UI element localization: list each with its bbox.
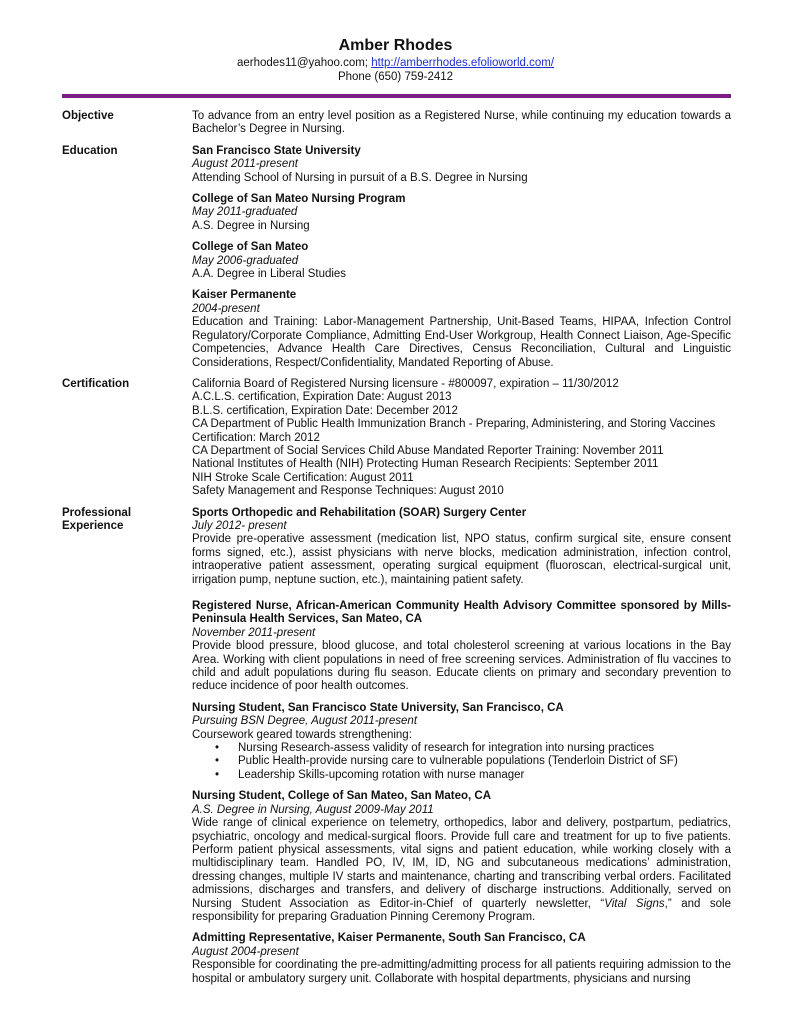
bullet-icon: • [215,768,220,781]
education-date: August 2011-present [192,158,298,171]
list-item [215,768,731,782]
job-entry [192,507,731,587]
job-title: Sports Orthopedic and Rehabilitation (SOAR) Surgery Center [192,506,527,519]
phone-text: Phone (650) 759-2412 [337,71,454,83]
education-entry [192,145,731,185]
bullet-icon: • [215,755,220,768]
school-name: Kaiser Permanente [192,289,297,302]
bullet-icon: • [215,742,220,755]
section-label-education: Education [62,144,118,157]
job-desc-part: ,” and sole responsibility for preparing Graduation Pinning Ceremony Program. [192,897,731,923]
education-desc: A.A. Degree in Liberal Studies [192,268,347,281]
job-desc: Responsible for coordinating the pre-admitting/admitting process for all patients requiring admission to the hospital or ambulatory surgery unit. Collaborate with hospital departments, physicians and nursing [192,959,731,985]
resume-body [62,110,731,994]
job-desc: Coursework geared towards strengthening: [192,728,412,741]
job-date: August 2004-present [192,945,299,958]
resume-header [0,36,791,84]
section-label-experience [62,507,192,986]
list-item-text: Nursing Research-assess validity of research for integration into nursing practices [238,742,655,755]
objective-section [62,110,731,137]
job-desc: Provide pre-operative assessment (medication list, NPO status, confirm surgical site, ensure consent forms signed, etc.), assist physicians with nerve blocks, medication administration, infection control, intraoperative patient assessment, operating surgical equipment (fluoroscan, electrical-surgical unit, irrigation pump, neptune suction, etc.), maintaining patient safety. [192,533,731,586]
portfolio-link[interactable]: http://amberrhodes.efolioworld.com/ [371,57,555,69]
job-title: Registered Nurse, African-American Community Health Advisory Committee sponsored by Mills-Peninsula Health Services, San Mateo, CA [192,600,731,626]
coursework-list [192,742,731,782]
job-entry [192,702,731,782]
job-desc-part: Wide range of clinical experience on telemetry, orthopedics, labor and delivery, postpartum, pediatrics, psychiatric, oncology and medical-surgical floors. Provide full care and treatment for up to five patients. Perform patient physical assessments, vital signs and patient education, while working closely with a multidisciplinary team. Handled PO, IV, IM, ID, NG and subcutaneous medications’ administration, dressing changes, multiple IV starts and maintenance, charting and transcribing verbal orders. Facilitated admissions, discharges and transfers, and delivery of discharge instructions. Additionally, served on Nursing Student Association as Editor-in-Chief of quarterly newsletter, “ [192,817,731,910]
experience-section [62,507,731,986]
education-desc: A.S. Degree in Nursing [192,219,310,232]
job-desc [192,817,731,924]
education-entry [192,241,731,281]
education-entry [192,289,731,369]
job-title: Nursing Student, College of San Mateo, San Mateo, CA [192,790,492,803]
list-item-text: Public Health-provide nursing care to vulnerable populations (Tenderloin District of SF) [238,755,678,768]
certification-item: NIH Stroke Scale Certification: August 2011 [192,471,414,484]
job-entry [192,600,731,694]
objective-text: To advance from an entry level position as a Registered Nurse, while continuing my education towards a Bachelor’s Degree in Nursing. [192,110,731,136]
certification-list [192,378,731,499]
certification-item: B.L.S. certification, Expiration Date: December 2012 [192,404,458,417]
school-name: College of San Mateo Nursing Program [192,193,406,206]
job-date: November 2011-present [192,626,316,639]
school-name: College of San Mateo [192,241,309,254]
experience-list [192,507,731,986]
certification-item: CA Department of Social Services Child Abuse Mandated Reporter Training: November 2011 [192,444,664,457]
newsletter-title: Vital Signs [604,897,665,910]
email-text: aerhodes11@yahoo.com; [236,57,368,69]
list-item [215,742,731,755]
section-label-line: Professional [62,506,132,519]
certification-item: National Institutes of Health (NIH) Protecting Human Research Recipients: September 2011 [192,458,659,471]
education-date: May 2011-graduated [192,206,298,219]
contact-line [0,56,791,70]
education-desc: Education and Training: Labor-Management Partnership, Unit-Based Teams, HIPAA, Infection Control Regulatory/Corporate Compliance, Admitting End-User Workgroup, Health Connect Liaison, Age-Specific Competencies, Advance Health Care Directives, Census Reconciliation, Cultural and Linguistic Considerations, Respect/Confidentiality, Mandated Reporting of Abuse. [192,316,731,369]
education-desc: Attending School of Nursing in pursuit of a B.S. Degree in Nursing [192,171,528,184]
header-divider [62,94,731,98]
job-title: Admitting Representative, Kaiser Permanente, South San Francisco, CA [192,932,586,945]
education-entry [192,193,731,233]
certification-item: A.C.L.S. certification, Expiration Date: August 2013 [192,391,452,404]
certification-item: CA Department of Public Health Immunization Branch - Preparing, Administering, and Storing Vaccines Certification: March 2012 [192,418,716,444]
job-date: Pursuing BSN Degree, August 2011-present [192,715,418,728]
education-date: May 2006-graduated [192,254,299,267]
candidate-name: Amber Rhodes [338,37,453,54]
job-entry [192,932,731,986]
section-label-line: Experience [62,519,124,532]
education-date: 2004-present [192,302,260,315]
job-date: July 2012- present [192,519,287,532]
certification-section [62,378,731,499]
job-entry [192,790,731,924]
job-title: Nursing Student, San Francisco State University, San Francisco, CA [192,701,564,714]
education-list [192,145,731,370]
certification-item: Safety Management and Response Techniques: August 2010 [192,485,504,498]
job-date: A.S. Degree in Nursing, August 2009-May 2011 [192,803,434,816]
school-name: San Francisco State University [192,144,361,157]
list-item [215,755,731,768]
certification-item: California Board of Registered Nursing licensure - #800097, expiration – 11/30/2012 [192,377,619,390]
job-desc: Provide blood pressure, blood glucose, and total cholesterol screening at various locations in the Bay Area. Working with client populations in need of free screening services. Administration of flu vaccines to child and adult populations during flu season. Educate clients on primary and secondary prevention to reduce incidence of poor health outcomes. [192,640,731,693]
list-item-text: Leadership Skills-upcoming rotation with nurse manager [238,768,525,781]
education-section [62,145,731,370]
section-label-objective: Objective [62,110,114,122]
section-label-certification: Certification [62,377,130,390]
